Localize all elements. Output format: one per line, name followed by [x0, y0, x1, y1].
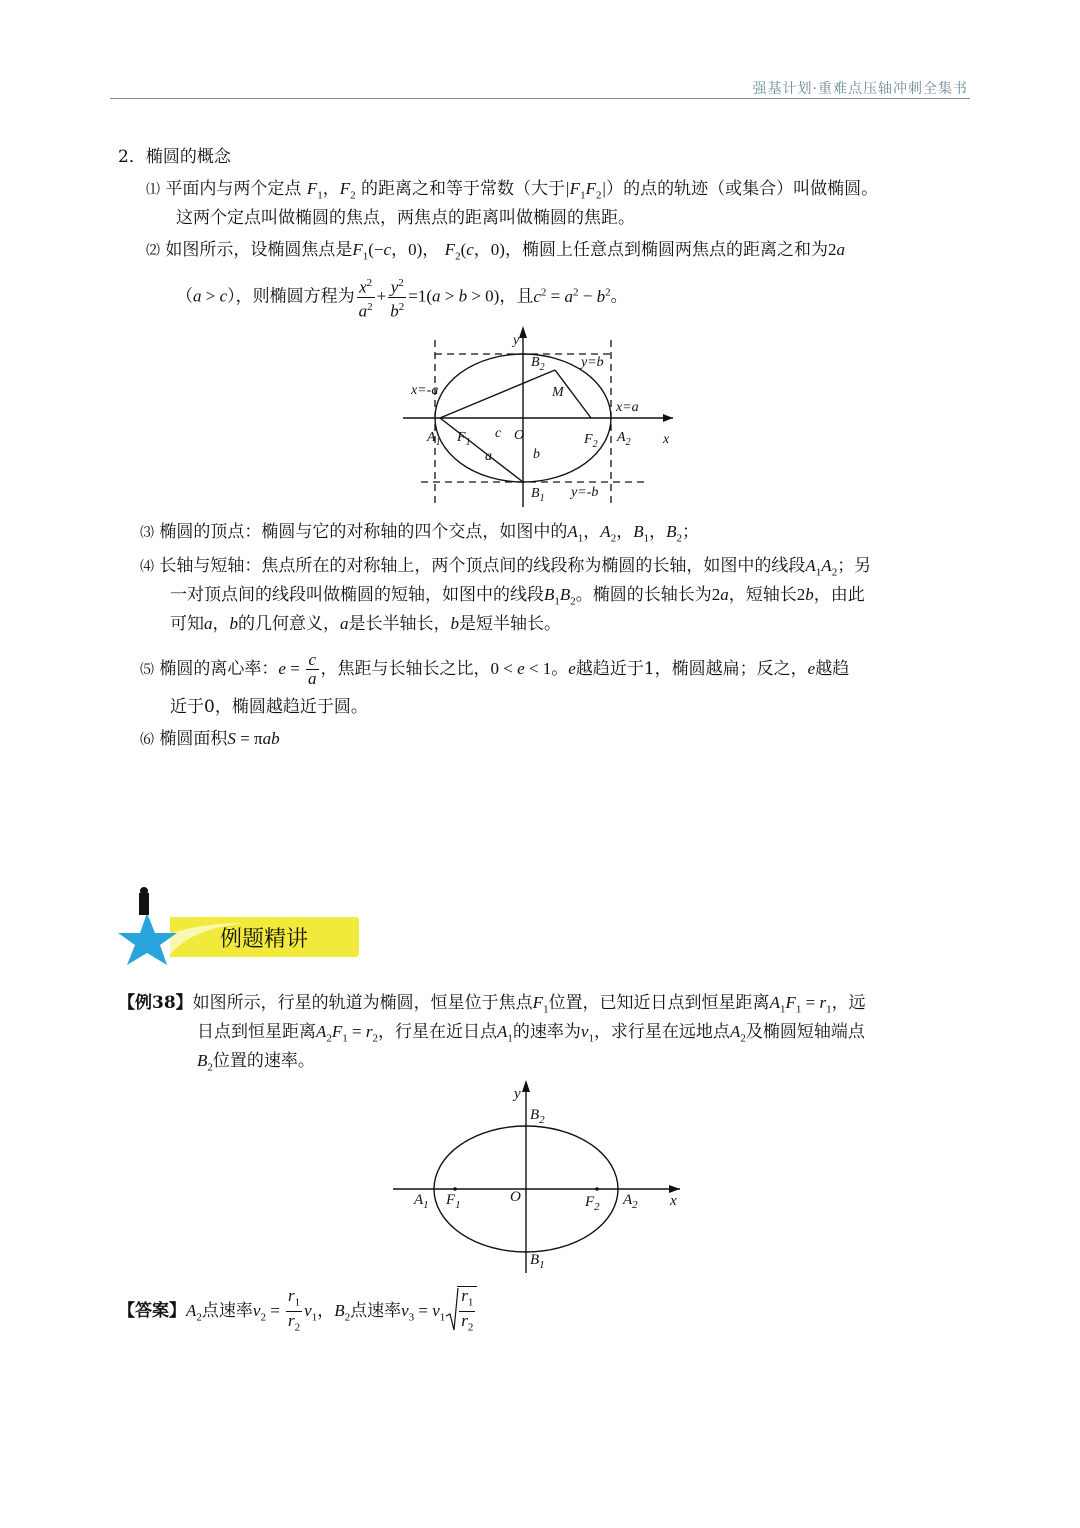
label-y: y	[513, 333, 520, 348]
ellipse-diagram-2	[388, 1078, 688, 1278]
label-F2: $F_2$	[585, 1194, 600, 1213]
label-x: x	[670, 1193, 677, 1209]
person-icon	[139, 893, 149, 915]
label-x: x	[663, 432, 670, 447]
label-A2: $A_2$	[617, 430, 631, 448]
label-a: a	[485, 449, 492, 464]
example-tag: 【例38】	[118, 993, 193, 1013]
focus-f2	[595, 1187, 599, 1191]
label-F1: $F_1$	[446, 1192, 461, 1211]
example-line-2: 日点到恒星距离$A_2F_1 = r_2$，行星在近日点$A_1$的速率为$v_1$，求行星在远地点$A_2$及椭圆短轴端点	[197, 1022, 865, 1045]
segment-f1-b1	[440, 418, 523, 482]
y-arrow	[519, 326, 527, 338]
example-banner	[115, 885, 365, 965]
y-arrow	[522, 1080, 530, 1092]
item-4-line-2: 一对顶点间的线段叫做椭圆的短轴，如图中的线段$B_1B_2$。椭圆的长轴长为2a，短轴长2b，由此	[170, 585, 865, 608]
item-4-line-3: 可知a，b的几何意义，a是长半轴长，b是短半轴长。	[170, 614, 561, 634]
x-arrow	[663, 414, 673, 422]
label-B1: $B_1$	[531, 486, 545, 504]
label-y-neg-b: y=-b	[571, 485, 599, 500]
ellipse-diagram-1	[395, 322, 690, 512]
banner-title: 例题精讲	[220, 927, 309, 952]
item-4-line-1: ⑷ 长轴与短轴：焦点所在的对称轴上，两个顶点间的线段称为椭圆的长轴，如图中的线段$A_1A_2$；另	[140, 556, 872, 579]
item-1-line-1: ⑴ 平面内与两个定点 $F_1$，$F_2$ 的距离之和等于常数（大于$|F_1F_2|$）的点的轨迹（或集合）叫做椭圆。	[146, 179, 879, 202]
header-divider	[110, 98, 970, 99]
header-title: 强基计划·重难点压轴冲刺全集书	[752, 81, 968, 97]
label-B2: $B_2$	[531, 355, 545, 373]
label-M: M	[552, 385, 564, 400]
item-2-line-2: （a > c），则椭圆方程为 $\frac{x^2}{a^2}$ + $\frac{y^2}{b^2}$ =1(a > b > 0)，且$c^2 = a^2 - b^2$。	[176, 277, 628, 321]
label-B1: $B_1$	[530, 1252, 545, 1271]
answer-line: 【答案】$A_2$点速率$v_2$ = $\frac{r_1}{r_2}$ $v_1$，$B_2$点速率$v_3 = v_1$ $\frac{r_1}{r_2}$	[118, 1286, 477, 1340]
label-x-a: x=a	[616, 400, 639, 415]
item-5-line-1: ⑸ 椭圆的离心率：e = $\frac{c}{a}$ ，焦距与长轴长之比，0 < e < 1。e越趋近于1，椭圆越扁；反之，e越趋	[140, 650, 850, 688]
item-5-line-2: 近于0，椭圆越趋近于圆。	[170, 697, 368, 717]
answer-tag: 【答案】	[118, 1300, 186, 1321]
focus-f1	[453, 1187, 457, 1191]
label-y-b: y=b	[581, 355, 604, 370]
label-A2: $A_2$	[623, 1192, 638, 1211]
label-O: O	[510, 1189, 521, 1205]
label-A1: $A_1$	[414, 1192, 429, 1211]
x-arrow	[669, 1185, 680, 1193]
item-mark: ⑴	[146, 182, 160, 198]
label-A1: $A_1$	[427, 430, 441, 448]
label-B2: $B_2$	[530, 1107, 545, 1126]
label-x-neg-a: x=-a	[411, 383, 439, 398]
label-b: b	[533, 447, 540, 462]
star-icon	[118, 913, 177, 965]
label-O: O	[514, 428, 525, 443]
label-F2: $F_2$	[584, 432, 598, 450]
label-F1: $F_1$	[457, 430, 471, 448]
section-heading: 2．椭圆的概念	[118, 147, 231, 167]
example-line-1: 【例38】如图所示，行星的轨道为椭圆，恒星位于焦点$F_1$位置，已知近日点到恒星距离$A_1F_1 = r_1$，远	[118, 993, 866, 1016]
item-2-line-1: ⑵ 如图所示，设椭圆焦点是$F_1(-c$，0)， $F_2(c$，0)，椭圆上任意点到椭圆两焦点的距离之和为2a	[146, 240, 845, 263]
example-line-3: $B_2$位置的速率。	[197, 1051, 315, 1074]
label-y: y	[514, 1086, 521, 1102]
label-c: c	[495, 426, 502, 441]
item-1-line-2: 这两个定点叫做椭圆的焦点，两焦点的距离叫做椭圆的焦距。	[176, 208, 635, 228]
segment-f1-m	[440, 370, 555, 418]
item-6: ⑹ 椭圆面积S = πab	[140, 729, 280, 749]
item-3: ⑶ 椭圆的顶点：椭圆与它的对称轴的四个交点，如图中的$A_1$，$A_2$，$B_1$，$B_2$；	[140, 522, 699, 545]
